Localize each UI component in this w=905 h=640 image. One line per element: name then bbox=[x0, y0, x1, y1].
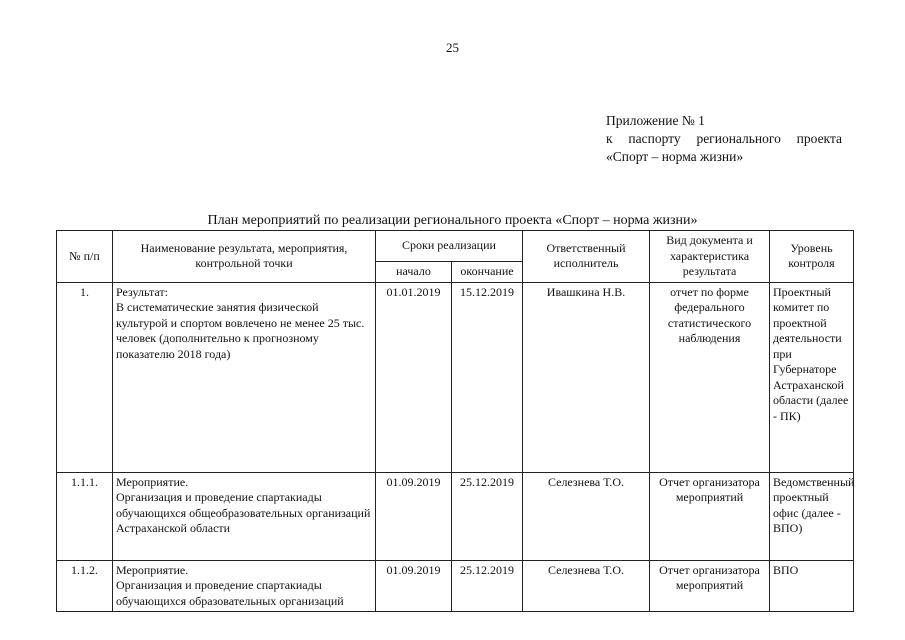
table-row bbox=[57, 472, 854, 560]
row-description bbox=[113, 560, 376, 612]
page-number: 25 bbox=[446, 40, 459, 55]
row-start-date: 01.09.2019 bbox=[376, 560, 452, 612]
row-title: Мероприятие. bbox=[116, 474, 189, 489]
table-row bbox=[57, 282, 854, 472]
row-number: 1.1.1. bbox=[57, 472, 113, 560]
header-start: начало bbox=[376, 262, 452, 283]
row-control: Проектный комитет по проектной деятельности при Губернаторе Астраханской области (далее - ПК) bbox=[770, 282, 854, 472]
row-executor: Селезнева Т.О. bbox=[523, 560, 650, 612]
appendix-line-1: Приложение № 1 bbox=[606, 113, 705, 128]
header-period: Сроки реализации bbox=[376, 231, 523, 262]
row-end-date: 15.12.2019 bbox=[452, 282, 523, 472]
header-document: Вид документа и характеристика результата bbox=[650, 231, 770, 283]
row-text: Организация и проведение спартакиады обучающихся общеобразовательных организаций Астраханской области bbox=[116, 490, 371, 535]
row-end-date: 25.12.2019 bbox=[452, 560, 523, 612]
header-end: окончание bbox=[452, 262, 523, 283]
row-executor: Ивашкина Н.В. bbox=[523, 282, 650, 472]
row-text: В систематические занятия физической культурой и спортом вовлечено не менее 25 тыс. человек (дополнительно к прогнозному показателю 2018 года) bbox=[116, 300, 365, 361]
appendix-line-2: к паспорту регионального проекта bbox=[606, 131, 842, 146]
row-title: Результат: bbox=[116, 284, 168, 299]
header-control: Уровень контроля bbox=[770, 231, 854, 283]
row-description bbox=[113, 282, 376, 472]
table-title: План мероприятий по реализации регионального проекта «Спорт – норма жизни» bbox=[207, 213, 698, 228]
appendix-header bbox=[606, 112, 842, 166]
row-document: Отчет организатора мероприятий bbox=[650, 472, 770, 560]
row-document: Отчет организатора мероприятий bbox=[650, 560, 770, 612]
table-row bbox=[57, 560, 854, 612]
row-control: Ведомственный проектный офис (далее - ВПО) bbox=[770, 472, 854, 560]
header-name: Наименование результата, мероприятия, контрольной точки bbox=[113, 231, 376, 283]
row-description bbox=[113, 472, 376, 560]
row-start-date: 01.09.2019 bbox=[376, 472, 452, 560]
row-text: Организация и проведение спартакиады обучающихся образовательных организаций bbox=[116, 578, 344, 608]
row-document: отчет по форме федерального статистического наблюдения bbox=[650, 282, 770, 472]
row-number: 1. bbox=[57, 282, 113, 472]
row-number: 1.1.2. bbox=[57, 560, 113, 612]
action-plan-table bbox=[56, 230, 854, 612]
row-executor: Селезнева Т.О. bbox=[523, 472, 650, 560]
row-start-date: 01.01.2019 bbox=[376, 282, 452, 472]
header-num: № п/п bbox=[57, 231, 113, 283]
row-control: ВПО bbox=[770, 560, 854, 612]
row-end-date: 25.12.2019 bbox=[452, 472, 523, 560]
row-title: Мероприятие. bbox=[116, 562, 189, 577]
appendix-line-3: «Спорт – норма жизни» bbox=[606, 149, 744, 164]
header-executor: Ответственный исполнитель bbox=[523, 231, 650, 283]
